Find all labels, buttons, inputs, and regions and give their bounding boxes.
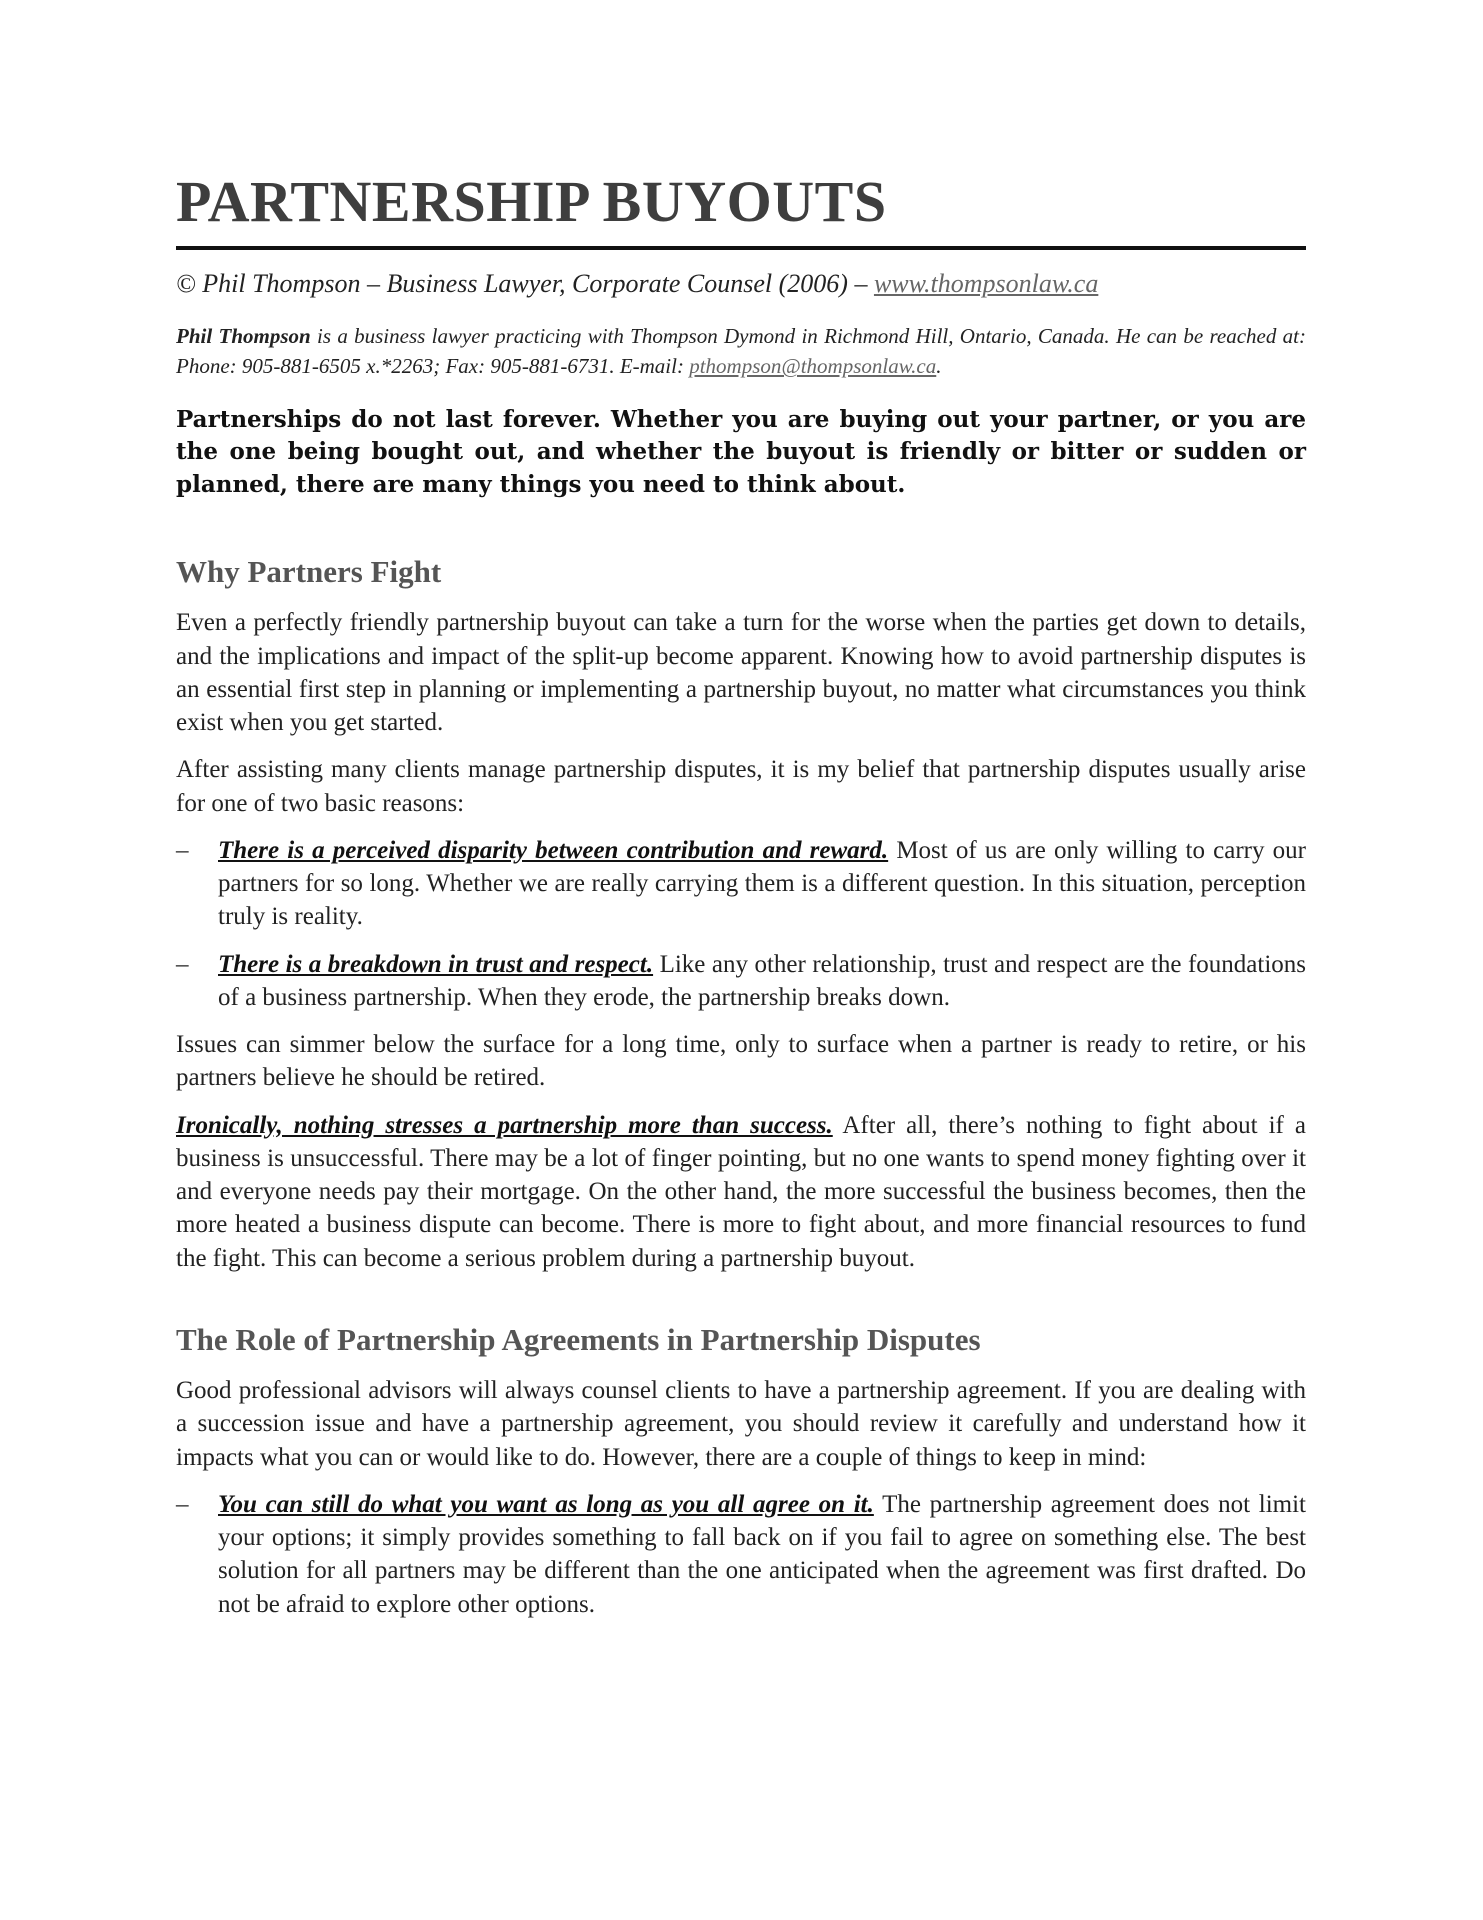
author-bio-text: is a business lawyer practicing with Thompson Dymond in Richmond Hill, Ontario, Canada. He can be reached at: Phone: 905-881-6505 x.*2263; Fax: 905-881-6731. E-mail:	[176, 323, 1306, 379]
bullet-text: Like any other relationship, trust and respect are the foundations of a business partnership. When they erode, the partnership breaks down.	[218, 950, 1306, 1011]
reasons-list	[176, 834, 1306, 1014]
paragraph: Issues can simmer below the surface for a long time, only to surface when a partner is ready to retire, or his partners believe he should be retired.	[176, 1031, 1306, 1092]
intro-paragraph: Partnerships do not last forever. Whether you are buying out your partner, or you are the one being bought out, and whether the buyout is friendly or bitter or sudden or planned, there are many things you need to think about.	[176, 405, 1306, 498]
page-title: PARTNERSHIP BUYOUTS	[176, 170, 1306, 250]
paragraph-text: After all, there’s nothing to fight about if a business is unsuccessful. There may be a lot of finger pointing, but no one wants to spend money fighting over it and everyone needs pay their mortgage. On the other hand, the more successful the business becomes, then the more heated a business dispute can become. There is more to fight about, and more financial resources to fund the fight. This can become a serious problem during a partnership buyout.	[176, 1111, 1306, 1272]
author-bio-end: .	[936, 354, 942, 379]
email-link[interactable]: pthompson@thompsonlaw.ca	[689, 354, 937, 379]
copyright-text: © Phil Thompson – Business Lawyer, Corporate Counsel (2006) –	[176, 268, 874, 298]
copyright-line	[176, 268, 1306, 299]
keep-in-mind-list	[176, 1488, 1306, 1621]
section-heading-partnership-agreements: The Role of Partnership Agreements in Partnership Disputes	[176, 1321, 981, 1357]
bullet-lead: There is a perceived disparity between contribution and reward.	[218, 836, 889, 864]
paragraph: Good professional advisors will always counsel clients to have a partnership agreement. If you are dealing with a succession issue and have a partnership agreement, you should review it carefully and understand how it impacts what you can or would like to do. However, there are a couple of things to keep in mind:	[176, 1377, 1306, 1471]
website-link[interactable]: www.thompsonlaw.ca	[873, 268, 1099, 298]
paragraph: Even a perfectly friendly partnership buyout can take a turn for the worse when the parties get down to details, and the implications and impact of the split-up become apparent. Knowing how to avoid partnership disputes is an essential first step in planning or implementing a partnership buyout, no matter what circumstances you think exist when you get started.	[176, 609, 1306, 737]
bullet-text: Most of us are only willing to carry our partners for so long. Whether we are really carrying them is a different question. In this situation, perception truly is reality.	[218, 836, 1307, 931]
section-heading-why-partners-fight: Why Partners Fight	[176, 554, 442, 590]
bullet-marker: –	[176, 1490, 189, 1518]
bullet-text: The partnership agreement does not limit your options; it simply provides something to fall back on if you fail to agree on something else. The best solution for all partners may be different than the one anticipated when the agreement was first drafted. Do not be afraid to explore other options.	[218, 1490, 1306, 1618]
paragraph: After assisting many clients manage partnership disputes, it is my belief that partnership disputes usually arise for one of two basic reasons:	[176, 756, 1306, 817]
paragraph	[176, 1109, 1306, 1275]
document-content	[176, 170, 1306, 1635]
bullet-marker: –	[176, 950, 189, 978]
paragraph-lead: Ironically, nothing stresses a partnership more than success.	[176, 1111, 833, 1139]
author-bio	[176, 321, 1306, 382]
list-item	[176, 834, 1306, 934]
bullet-marker: –	[176, 836, 189, 864]
list-item	[176, 948, 1306, 1015]
list-item	[176, 1488, 1306, 1621]
bullet-lead: There is a breakdown in trust and respect.	[218, 950, 654, 978]
bullet-lead: You can still do what you want as long as you all agree on it.	[218, 1490, 874, 1518]
author-name: Phil Thompson	[176, 323, 311, 348]
